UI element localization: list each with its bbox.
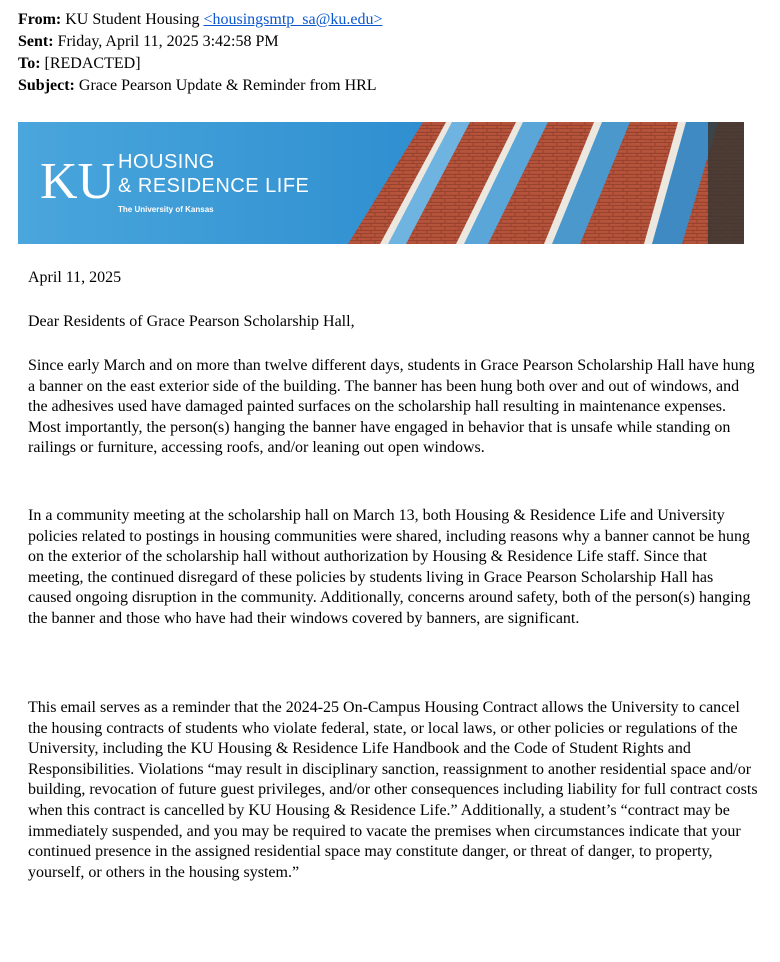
- paragraph-2: In a community meeting at the scholarship hall on March 13, both Housing & Residence Life and University policies related to postings in housing communities were shared, including reasons why a banner cannot be hung on the exterior of the scholarship hall without authorization by Housing & Residence Life staff. Since that meeting, the continued disregard of these policies by students living in Grace Pearson Scholarship Hall has caused ongoing disruption in the community. Additionally, concerns around safety, both of the person(s) hanging the banner and those who have had their windows covered by banners, are significant.: [28, 507, 751, 627]
- from-label: From:: [18, 11, 62, 28]
- email-header: [18, 9, 382, 97]
- banner-line2: & RESIDENCE LIFE: [118, 175, 310, 197]
- to-label: To:: [18, 55, 41, 72]
- sent-label: Sent:: [18, 33, 54, 50]
- letter-salutation: Dear Residents of Grace Pearson Scholarship Hall,: [28, 313, 355, 330]
- subject-label: Subject:: [18, 77, 75, 94]
- ku-logo-mark: KU: [40, 153, 116, 210]
- from-email-link[interactable]: <housingsmtp_sa@ku.edu>: [203, 11, 383, 28]
- subject-row: [18, 75, 382, 97]
- to-row: [18, 53, 382, 75]
- banner-line1: HOUSING: [118, 151, 215, 173]
- banner-graphic: [18, 122, 744, 244]
- banner-line3: The University of Kansas: [118, 205, 214, 214]
- from-name: KU Student Housing: [65, 11, 200, 28]
- sent-value: Friday, April 11, 2025 3:42:58 PM: [57, 33, 279, 50]
- subject-value: Grace Pearson Update & Reminder from HRL: [78, 77, 377, 94]
- from-row: [18, 9, 382, 31]
- sent-row: [18, 31, 382, 53]
- paragraph-1: Since early March and on more than twelve different days, students in Grace Pearson Scholarship Hall have hung a banner on the east exterior side of the building. The banner has been hung both over and out of windows, and the adhesives used have damaged painted surfaces on the scholarship hall resulting in maintenance expenses. Most importantly, the person(s) hanging the banner have engaged in behavior that is unsafe while standing on railings or furniture, accessing roofs, and/or leaning out open windows.: [28, 357, 755, 457]
- to-value: [REDACTED]: [44, 55, 141, 72]
- letter-date: April 11, 2025: [28, 269, 122, 286]
- paragraph-3: This email serves as a reminder that the 2024-25 On-Campus Housing Contract allows the University to cancel the housing contracts of students who violate federal, state, or local laws, or other policies or regulations of the University, including the KU Housing & Residence Life Handbook and the Code of Student Rights and Responsibilities. Violations “may result in disciplinary sanction, reassignment to another residential space and/or building, revocation of future guest privileges, and/or other consequences including liability for full contract costs when this contract is cancelled by KU Housing & Residence Life.” Additionally, a student’s “contract may be immediately suspended, and you may be required to vacate the premises when circumstances indicate that your continued presence in the assigned residential space may constitute danger, or threat of danger, to property, yourself, or others in the housing system.”: [28, 699, 758, 881]
- housing-banner: [18, 122, 744, 244]
